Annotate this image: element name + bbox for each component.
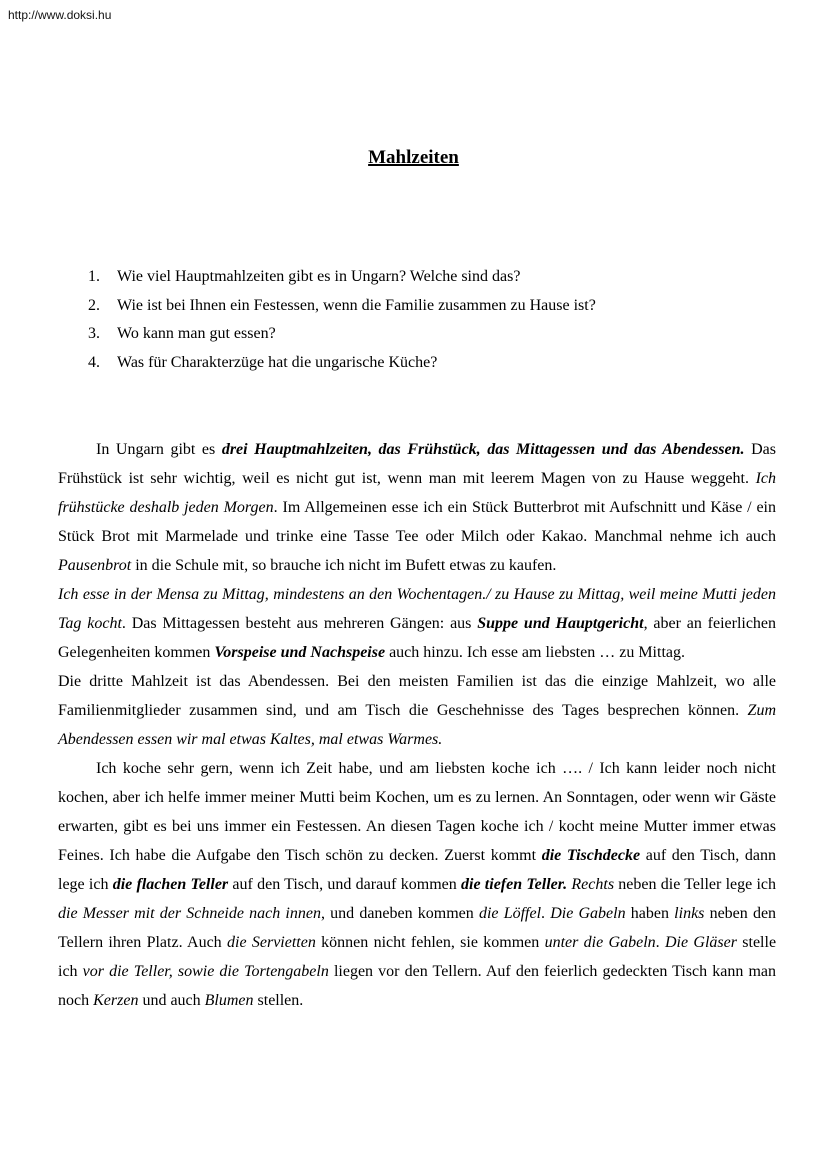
text-run: liegen vor den Tellern. Auf den feierlich gedeckten Tisch kann man noch [58, 963, 777, 1009]
text-run: Das Frühstück ist sehr wichtig, weil es nicht gut ist, wenn man mit leerem Magen von zu Hause weggeht. [58, 441, 776, 487]
text-run: Die dritte Mahlzeit ist das Abendessen. Bei den meisten Familien ist das die einzige Mahlzeit, wo alle Familienmitglieder zusammen sind, und am Tisch die Geschehnisse des Tages besprechen können. [58, 673, 776, 719]
question-text: Was für Charakterzüge hat die ungarische Küche? [117, 353, 438, 371]
text-run: stellen. [253, 992, 304, 1009]
question-item [88, 349, 775, 378]
text-run: Pausenbrot [58, 557, 132, 574]
question-text: Wo kann man gut essen? [117, 325, 276, 343]
text-run: Rechts [571, 876, 615, 893]
text-run: Suppe und Hauptgericht [477, 615, 644, 632]
text-run: die Löffel [478, 905, 542, 922]
text-run: die tiefen Teller. [461, 876, 568, 893]
text-run: . Das Mittagessen besteht aus mehreren Gängen: aus [121, 615, 478, 632]
body-text [58, 435, 776, 1015]
question-item [88, 263, 775, 292]
text-run: in die Schule mit, so brauche ich nicht im Bufett etwas zu kaufen. [131, 557, 557, 574]
text-run: . Im Allgemeinen esse ich ein Stück Butterbrot mit Aufschnitt und Käse / ein Stück Brot mit Marmelade und trinke eine Tasse Tee oder Milch oder Kakao. Manchmal nehme ich auch [58, 499, 777, 545]
text-run: . [655, 934, 665, 951]
text-run: unter die Gabeln [544, 934, 656, 951]
text-run: Kerzen [93, 992, 139, 1009]
text-run: neben die Teller lege ich [614, 876, 777, 893]
text-run: drei Hauptmahlzeiten, das Frühstück, das Mittagessen und das Abendessen. [221, 441, 745, 458]
text-run: stelle ich [58, 934, 777, 980]
text-run: Vorspeise und Nachspeise [214, 644, 386, 661]
page-title-text: Mahlzeiten [368, 147, 459, 168]
text-run: die flachen Teller [112, 876, 229, 893]
page-title [0, 146, 827, 170]
paragraph [58, 580, 776, 667]
text-run: Blumen [204, 992, 254, 1009]
source-url: http://www.doksi.hu [8, 8, 112, 22]
question-item [88, 320, 775, 349]
text-run: auf den Tisch, und darauf kommen [228, 876, 461, 893]
question-number: 2. [88, 296, 100, 314]
text-run: die Servietten [227, 934, 316, 951]
text-run: links [674, 905, 705, 922]
question-text: Wie ist bei Ihnen ein Festessen, wenn die Familie zusammen zu Hause ist? [117, 296, 596, 314]
text-run: Ich esse in der Mensa zu Mittag, mindestens an den Wochentagen./ zu Hause zu Mittag, weil meine Mutti jeden Tag kocht [58, 586, 776, 632]
question-item [88, 292, 775, 321]
text-run: In Ungarn gibt es [96, 441, 222, 458]
text-run: Ich koche sehr gern, wenn ich Zeit habe, und am liebsten koche ich …. / Ich kann leider noch nicht kochen, aber ich helfe immer meiner Mutti beim Kochen, um es zu lernen. An Sonntagen, oder wenn wir Gäste erwarten, gibt es bei uns immer ein Festessen. An diesen Tagen koche ich / kocht meine Mutter immer etwas Feines. Ich habe die Aufgabe den Tisch schön zu decken. Zuerst kommt [58, 760, 776, 864]
text-run: Zum Abendessen essen wir mal etwas Kaltes, mal etwas Warmes. [58, 702, 776, 748]
text-run: die Tischdecke [541, 847, 641, 864]
text-run: vor die Teller, sowie die Tortengabeln [82, 963, 329, 980]
question-number: 4. [88, 353, 100, 371]
text-run: die Messer mit der Schneide nach innen [58, 905, 321, 922]
text-run: Die Gläser [664, 934, 737, 951]
text-run: Ich frühstücke deshalb jeden Morgen [58, 470, 776, 516]
text-run: , aber an feierlichen Gelegenheiten kommen [58, 615, 777, 661]
question-number: 1. [88, 268, 100, 285]
question-list [88, 263, 775, 377]
text-run: haben [625, 905, 675, 922]
text-run: neben den Tellern ihren Platz. Auch [58, 905, 777, 951]
text-run: Die Gabeln [550, 905, 626, 922]
paragraph [58, 435, 776, 580]
text-run: können nicht fehlen, sie kommen [315, 934, 545, 951]
question-text: Wie viel Hauptmahlzeiten gibt es in Ungarn? Welche sind das? [117, 268, 521, 285]
text-run: , und daneben kommen [320, 905, 479, 922]
paragraph [58, 667, 776, 754]
text-run: und auch [138, 992, 205, 1009]
paragraph [58, 754, 776, 1015]
text-run: auch hinzu. Ich esse am liebsten … zu Mittag. [385, 644, 685, 661]
question-number: 3. [88, 325, 100, 343]
text-run: . [541, 905, 551, 922]
text-run: auf den Tisch, dann lege ich [58, 847, 777, 893]
